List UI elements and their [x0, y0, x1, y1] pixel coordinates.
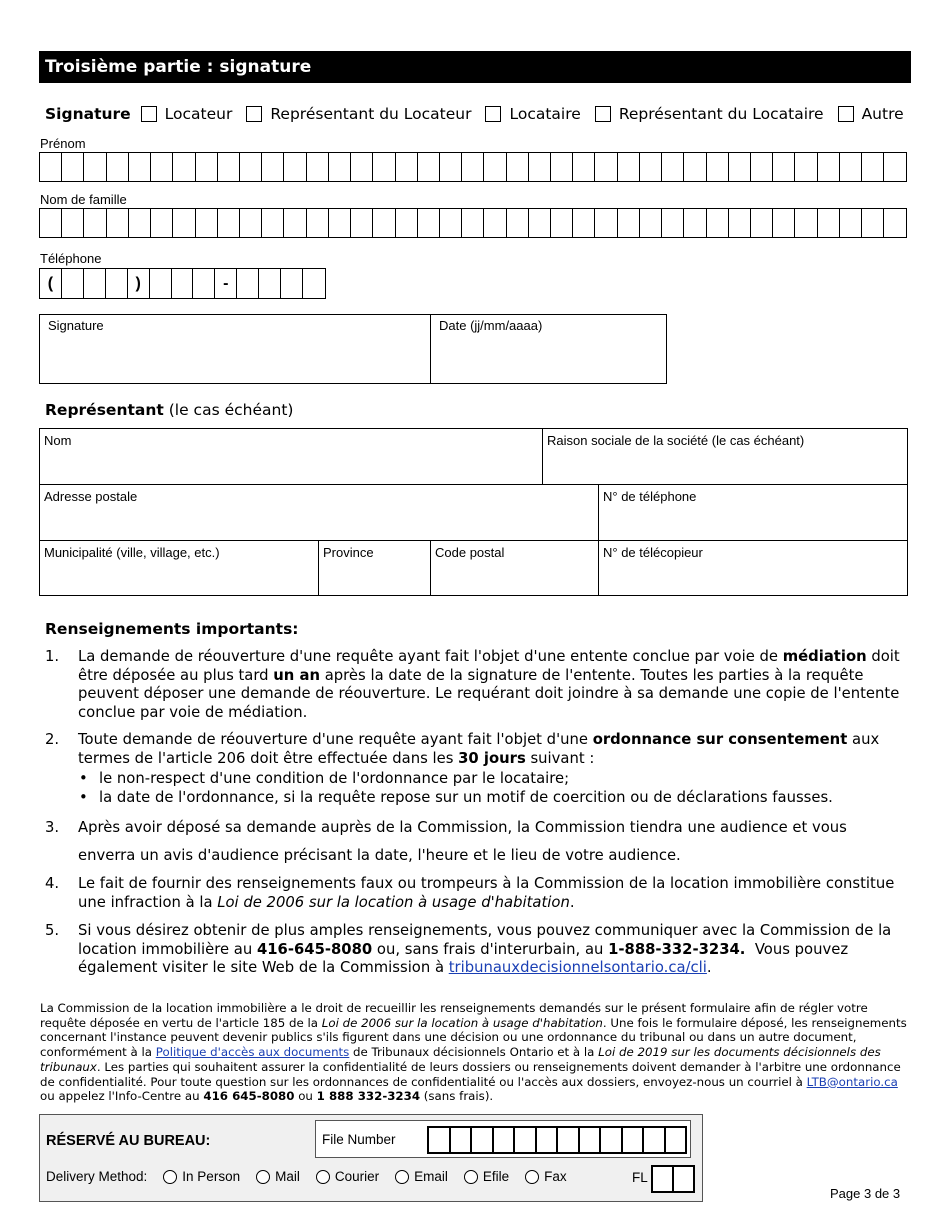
- signature-field[interactable]: [39, 314, 431, 384]
- phone-digit-cell[interactable]: [303, 269, 326, 298]
- phone-digit-cell[interactable]: [193, 269, 215, 298]
- char-cell[interactable]: [240, 153, 262, 181]
- radio-button[interactable]: [163, 1170, 177, 1184]
- file-number-box: [315, 1120, 691, 1158]
- char-cell[interactable]: [884, 209, 906, 237]
- phone-open-paren: (: [40, 269, 62, 298]
- phone-digit-cell[interactable]: [150, 269, 172, 298]
- char-cell[interactable]: [107, 153, 129, 181]
- role-option-autre[interactable]: Autre: [838, 105, 904, 123]
- char-cell[interactable]: [618, 209, 640, 237]
- char-cell[interactable]: [484, 153, 506, 181]
- bullet-item: • la date de l'ordonnance, si la requête repose sur un motif de coercition ou de déclarations fausses.: [78, 789, 911, 808]
- char-cell[interactable]: [551, 209, 573, 237]
- last-name-input[interactable]: [39, 208, 907, 238]
- email-link[interactable]: LTB@ontario.ca: [806, 1074, 898, 1089]
- rep-province-label: Province: [323, 545, 374, 560]
- char-cell[interactable]: [573, 209, 595, 237]
- char-cell[interactable]: [396, 209, 418, 237]
- rep-phone-field[interactable]: [598, 484, 908, 541]
- role-checkbox[interactable]: [595, 106, 611, 122]
- char-cell[interactable]: [84, 153, 106, 181]
- rep-municipality-label: Municipalité (ville, village, etc.): [44, 545, 220, 560]
- important-heading: Renseignements importants:: [45, 620, 299, 638]
- office-use-title: RÉSERVÉ AU BUREAU:: [46, 1133, 211, 1149]
- rep-province-field[interactable]: [318, 540, 431, 596]
- char-cell[interactable]: [529, 153, 551, 181]
- char-cell[interactable]: [351, 209, 373, 237]
- char-cell[interactable]: [640, 209, 662, 237]
- char-cell[interactable]: [440, 153, 462, 181]
- role-option-locataire[interactable]: Locataire: [485, 105, 580, 123]
- last-name-label: Nom de famille: [40, 192, 127, 207]
- char-cell[interactable]: [684, 153, 706, 181]
- char-cell[interactable]: [537, 1128, 559, 1152]
- char-cell[interactable]: [129, 153, 151, 181]
- rep-phone-label: N° de téléphone: [603, 489, 697, 504]
- char-cell[interactable]: [462, 153, 484, 181]
- rep-fax-field[interactable]: [598, 540, 908, 596]
- char-cell[interactable]: [558, 1128, 580, 1152]
- fl-label: FL: [632, 1170, 648, 1185]
- phone-digit-cell[interactable]: [237, 269, 259, 298]
- phone-label: Téléphone: [40, 251, 102, 266]
- char-cell[interactable]: [262, 209, 284, 237]
- char-cell[interactable]: [640, 153, 662, 181]
- char-cell[interactable]: [484, 209, 506, 237]
- char-cell[interactable]: [751, 209, 773, 237]
- char-cell[interactable]: [862, 153, 884, 181]
- signature-role-label: Signature: [45, 105, 131, 123]
- char-cell[interactable]: [818, 153, 840, 181]
- char-cell[interactable]: [40, 209, 62, 237]
- char-cell[interactable]: [707, 209, 729, 237]
- role-checkbox[interactable]: [141, 106, 157, 122]
- section-header: Troisième partie : signature: [39, 51, 911, 83]
- phone-digit-cell[interactable]: [172, 269, 194, 298]
- radio-button[interactable]: [464, 1170, 478, 1184]
- phone-digit-cell[interactable]: [281, 269, 303, 298]
- date-field[interactable]: [430, 314, 667, 384]
- delivery-method-row: [46, 1169, 567, 1184]
- char-cell[interactable]: [373, 153, 395, 181]
- char-cell[interactable]: [666, 1128, 688, 1152]
- phone-close-paren: ): [128, 269, 150, 298]
- char-cell[interactable]: [373, 209, 395, 237]
- delivery-option-email[interactable]: Email: [395, 1169, 448, 1184]
- rep-municipality-field[interactable]: [39, 540, 319, 596]
- char-cell[interactable]: [218, 209, 240, 237]
- char-cell[interactable]: [62, 209, 84, 237]
- char-cell[interactable]: [751, 153, 773, 181]
- char-cell[interactable]: [84, 209, 106, 237]
- important-item-4: 4. Le fait de fournir des renseignements faux ou trompeurs à la Commission de la location immobilière constitue une infraction à la Loi de 2006 sur la location à usage d'habitation.: [45, 875, 895, 911]
- rep-fax-label: N° de télécopieur: [603, 545, 703, 560]
- char-cell[interactable]: [601, 1128, 623, 1152]
- role-checkbox[interactable]: [838, 106, 854, 122]
- phone-digit-cell[interactable]: [106, 269, 128, 298]
- char-cell[interactable]: [262, 153, 284, 181]
- char-cell[interactable]: [329, 153, 351, 181]
- rep-name-label: Nom: [44, 433, 72, 448]
- char-cell[interactable]: [595, 209, 617, 237]
- fl-cell[interactable]: [674, 1167, 695, 1191]
- phone-dash: -: [215, 269, 237, 298]
- char-cell[interactable]: [507, 153, 529, 181]
- important-item-1: 1. La demande de réouverture d'une requête ayant fait l'objet d'une entente conclue par voie de médiation doit être déposée au plus tard un an après la date de la signature de l'entente. Toutes les parties à la requête peuvent déposer une demande de réouverture. Le requérant doit joindre à sa demande une copie de l'entente conclue par voie de médiation.: [45, 648, 900, 721]
- char-cell[interactable]: [218, 153, 240, 181]
- char-cell[interactable]: [196, 209, 218, 237]
- radio-button[interactable]: [256, 1170, 270, 1184]
- role-option-representant-locateur[interactable]: Représentant du Locateur: [246, 105, 471, 123]
- signature-role-row: [45, 102, 904, 126]
- char-cell[interactable]: [773, 209, 795, 237]
- signature-field-label: Signature: [48, 318, 104, 333]
- delivery-option-courier[interactable]: Courier: [316, 1169, 379, 1184]
- char-cell[interactable]: [551, 153, 573, 181]
- bullet-item: • le non-respect d'une condition de l'ordonnance par le locataire;: [78, 770, 911, 789]
- first-name-input[interactable]: [39, 152, 907, 182]
- char-cell[interactable]: [173, 153, 195, 181]
- char-cell[interactable]: [884, 153, 906, 181]
- rep-postal-label: Code postal: [435, 545, 505, 560]
- char-cell[interactable]: [618, 153, 640, 181]
- char-cell[interactable]: [623, 1128, 645, 1152]
- radio-button[interactable]: [525, 1170, 539, 1184]
- radio-button[interactable]: [316, 1170, 330, 1184]
- role-option-representant-locataire[interactable]: Représentant du Locataire: [595, 105, 824, 123]
- char-cell[interactable]: [307, 153, 329, 181]
- office-use-box: [39, 1114, 703, 1202]
- important-item-5: 5. Si vous désirez obtenir de plus amples renseignements, vous pouvez communiquer avec la Commission de la location immobilière au 416-645-8080 ou, sans frais d'interurbain, au 1-888-332-3234. Vous pouvez également visiter le site Web de la Commission à tribunauxdecisionnelsontario.ca/cli.: [45, 922, 892, 976]
- char-cell[interactable]: [580, 1128, 602, 1152]
- char-cell[interactable]: [795, 209, 817, 237]
- delivery-method-label: Delivery Method:: [46, 1169, 148, 1184]
- rep-address-field[interactable]: [39, 484, 599, 541]
- file-number-label: File Number: [322, 1132, 396, 1147]
- char-cell[interactable]: [494, 1128, 516, 1152]
- delivery-option-fax[interactable]: Fax: [525, 1169, 567, 1184]
- char-cell[interactable]: [573, 153, 595, 181]
- file-number-input[interactable]: [427, 1126, 687, 1154]
- char-cell[interactable]: [40, 153, 62, 181]
- access-policy-link[interactable]: Politique d'accès aux documents: [155, 1045, 350, 1060]
- char-cell[interactable]: [472, 1128, 494, 1152]
- website-link[interactable]: tribunauxdecisionnelsontario.ca/cli: [448, 959, 707, 976]
- char-cell[interactable]: [840, 209, 862, 237]
- first-name-label: Prénom: [40, 136, 86, 151]
- char-cell[interactable]: [240, 209, 262, 237]
- radio-button[interactable]: [395, 1170, 409, 1184]
- delivery-option-in-person[interactable]: In Person: [163, 1169, 240, 1184]
- char-cell[interactable]: [729, 209, 751, 237]
- char-cell[interactable]: [440, 209, 462, 237]
- phone-input[interactable]: [39, 268, 326, 299]
- privacy-notice: La Commission de la location immobilière a le droit de recueillir les renseignements demandés sur le présent formulaire afin de régler votre requête déposée en vertu de l'article 185 de la Loi de 2006 sur la location à usage d'habitation. Une fois le formulaire déposé, les renseignements concernant l'instance peuvent devenir publics s'ils figurent dans une décision ou une ordonnance du tribunal ou dans un autre document, conformément à la Politique d'accès aux documents de Tribunaux décisionnels Ontario et à la Loi de 2019 sur les documents décisionnels des tribunaux. Les parties qui souhaitent assurer la confidentialité de leurs dossiers ou renseignements doivent demander à l'arbitre une ordonnance de confidentialité. Pour toute question sur les ordonnances de confidentialité ou l'accès aux dossiers, envoyez-nous un courriel à LTB@ontario.ca ou appelez l'Info-Centre au 416 645-8080 ou 1 888 332-3234 (sans frais).: [40, 1001, 907, 1104]
- rep-company-field[interactable]: [542, 428, 908, 485]
- char-cell[interactable]: [515, 1128, 537, 1152]
- char-cell[interactable]: [396, 153, 418, 181]
- char-cell[interactable]: [840, 153, 862, 181]
- char-cell[interactable]: [862, 209, 884, 237]
- delivery-option-efile[interactable]: Efile: [464, 1169, 509, 1184]
- role-checkbox[interactable]: [485, 106, 501, 122]
- char-cell[interactable]: [284, 209, 306, 237]
- char-cell[interactable]: [284, 153, 306, 181]
- representative-heading: Représentant (le cas échéant): [45, 401, 294, 419]
- char-cell[interactable]: [129, 209, 151, 237]
- char-cell[interactable]: [351, 153, 373, 181]
- char-cell[interactable]: [684, 209, 706, 237]
- char-cell[interactable]: [329, 209, 351, 237]
- important-item-2: 2. Toute demande de réouverture d'une requête ayant fait l'objet d'une ordonnance sur consentement aux termes de l'article 206 doit être effectuée dans les 30 jours suivant : • le non-respect d'une condition de l'ordonnance par le locataire; • la date de l'ordonnance, si la requête repose sur un motif de coercition ou de déclarations fausses.: [45, 731, 911, 807]
- role-option-locateur[interactable]: Locateur: [141, 105, 233, 123]
- page-number: Page 3 de 3: [830, 1186, 901, 1201]
- fl-cell[interactable]: [653, 1167, 674, 1191]
- phone-digit-cell[interactable]: [84, 269, 106, 298]
- char-cell[interactable]: [62, 153, 84, 181]
- char-cell[interactable]: [107, 209, 129, 237]
- char-cell[interactable]: [451, 1128, 473, 1152]
- role-checkbox[interactable]: [246, 106, 262, 122]
- char-cell[interactable]: [429, 1128, 451, 1152]
- char-cell[interactable]: [644, 1128, 666, 1152]
- char-cell[interactable]: [595, 153, 617, 181]
- char-cell[interactable]: [462, 209, 484, 237]
- fl-input[interactable]: [651, 1165, 695, 1193]
- char-cell[interactable]: [418, 153, 440, 181]
- char-cell[interactable]: [151, 209, 173, 237]
- rep-company-label: Raison sociale de la société (le cas échéant): [547, 433, 805, 448]
- char-cell[interactable]: [662, 209, 684, 237]
- char-cell[interactable]: [795, 153, 817, 181]
- char-cell[interactable]: [729, 153, 751, 181]
- char-cell[interactable]: [151, 153, 173, 181]
- phone-digit-cell[interactable]: [62, 269, 84, 298]
- date-field-label: Date (jj/mm/aaaa): [439, 318, 543, 333]
- char-cell[interactable]: [662, 153, 684, 181]
- char-cell[interactable]: [818, 209, 840, 237]
- char-cell[interactable]: [418, 209, 440, 237]
- char-cell[interactable]: [507, 209, 529, 237]
- rep-postal-field[interactable]: [430, 540, 599, 596]
- char-cell[interactable]: [707, 153, 729, 181]
- delivery-option-mail[interactable]: Mail: [256, 1169, 300, 1184]
- char-cell[interactable]: [529, 209, 551, 237]
- char-cell[interactable]: [196, 153, 218, 181]
- rep-address-label: Adresse postale: [44, 489, 138, 504]
- char-cell[interactable]: [173, 209, 195, 237]
- rep-name-field[interactable]: [39, 428, 543, 485]
- char-cell[interactable]: [307, 209, 329, 237]
- char-cell[interactable]: [773, 153, 795, 181]
- important-item-3: 3. Après avoir déposé sa demande auprès de la Commission, la Commission tiendra une audience et vous enverra un avis d'audience précisant la date, l'heure et le lieu de votre audience.: [45, 819, 847, 864]
- phone-digit-cell[interactable]: [259, 269, 281, 298]
